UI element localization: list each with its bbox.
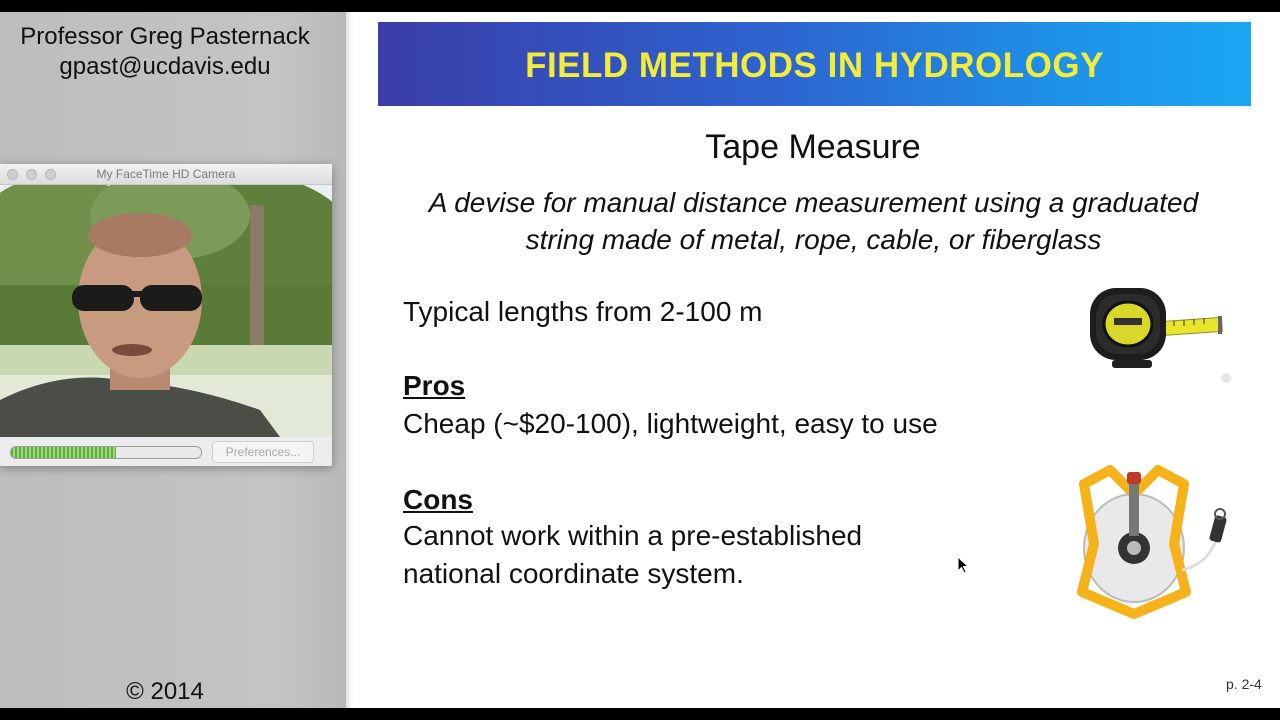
definition-line-2: string made of metal, rope, cable, or fiberglass (525, 224, 1102, 255)
camera-controls (0, 437, 332, 466)
presenter-name: Professor Greg Pasternack (20, 23, 310, 50)
camera-window-title: My FaceTime HD Camera (96, 167, 236, 181)
slide-banner (378, 22, 1251, 106)
preferences-button[interactable]: Preferences... (212, 441, 314, 463)
slide-subtitle: Tape Measure (705, 128, 921, 166)
cons-heading: Cons (403, 484, 473, 515)
typical-lengths-text: Typical lengths from 2-100 m (403, 296, 763, 327)
audio-level-fill (11, 447, 116, 458)
presenter-info (0, 22, 330, 82)
camera-titlebar[interactable] (0, 164, 332, 185)
slide (346, 12, 1280, 708)
camera-video-feed (0, 185, 332, 437)
pros-heading: Pros (403, 370, 466, 401)
copyright-notice: © 2014 (126, 678, 204, 705)
bottom-letterbox (0, 708, 1280, 720)
page-number: p. 2-4 (1226, 676, 1262, 692)
cons-line-2: national coordinate system. (403, 558, 744, 589)
definition-text (366, 184, 1261, 258)
tape-measure-image (1084, 278, 1236, 390)
top-letterbox (0, 0, 1280, 12)
presenter-email: gpast@ucdavis.edu (59, 53, 271, 80)
mouse-cursor-icon (957, 556, 971, 576)
camera-window[interactable] (0, 164, 332, 466)
audio-level-meter (10, 446, 202, 459)
presenter-video-image (0, 185, 332, 437)
open-reel-tape-image (1070, 464, 1240, 620)
banner-title: FIELD METHODS IN HYDROLOGY (525, 46, 1104, 85)
cons-line-1: Cannot work within a pre-established (403, 520, 863, 551)
pros-text: Cheap (~$20-100), lightweight, easy to use (403, 408, 938, 439)
definition-line-1: A devise for manual distance measurement using a graduated (428, 187, 1199, 218)
